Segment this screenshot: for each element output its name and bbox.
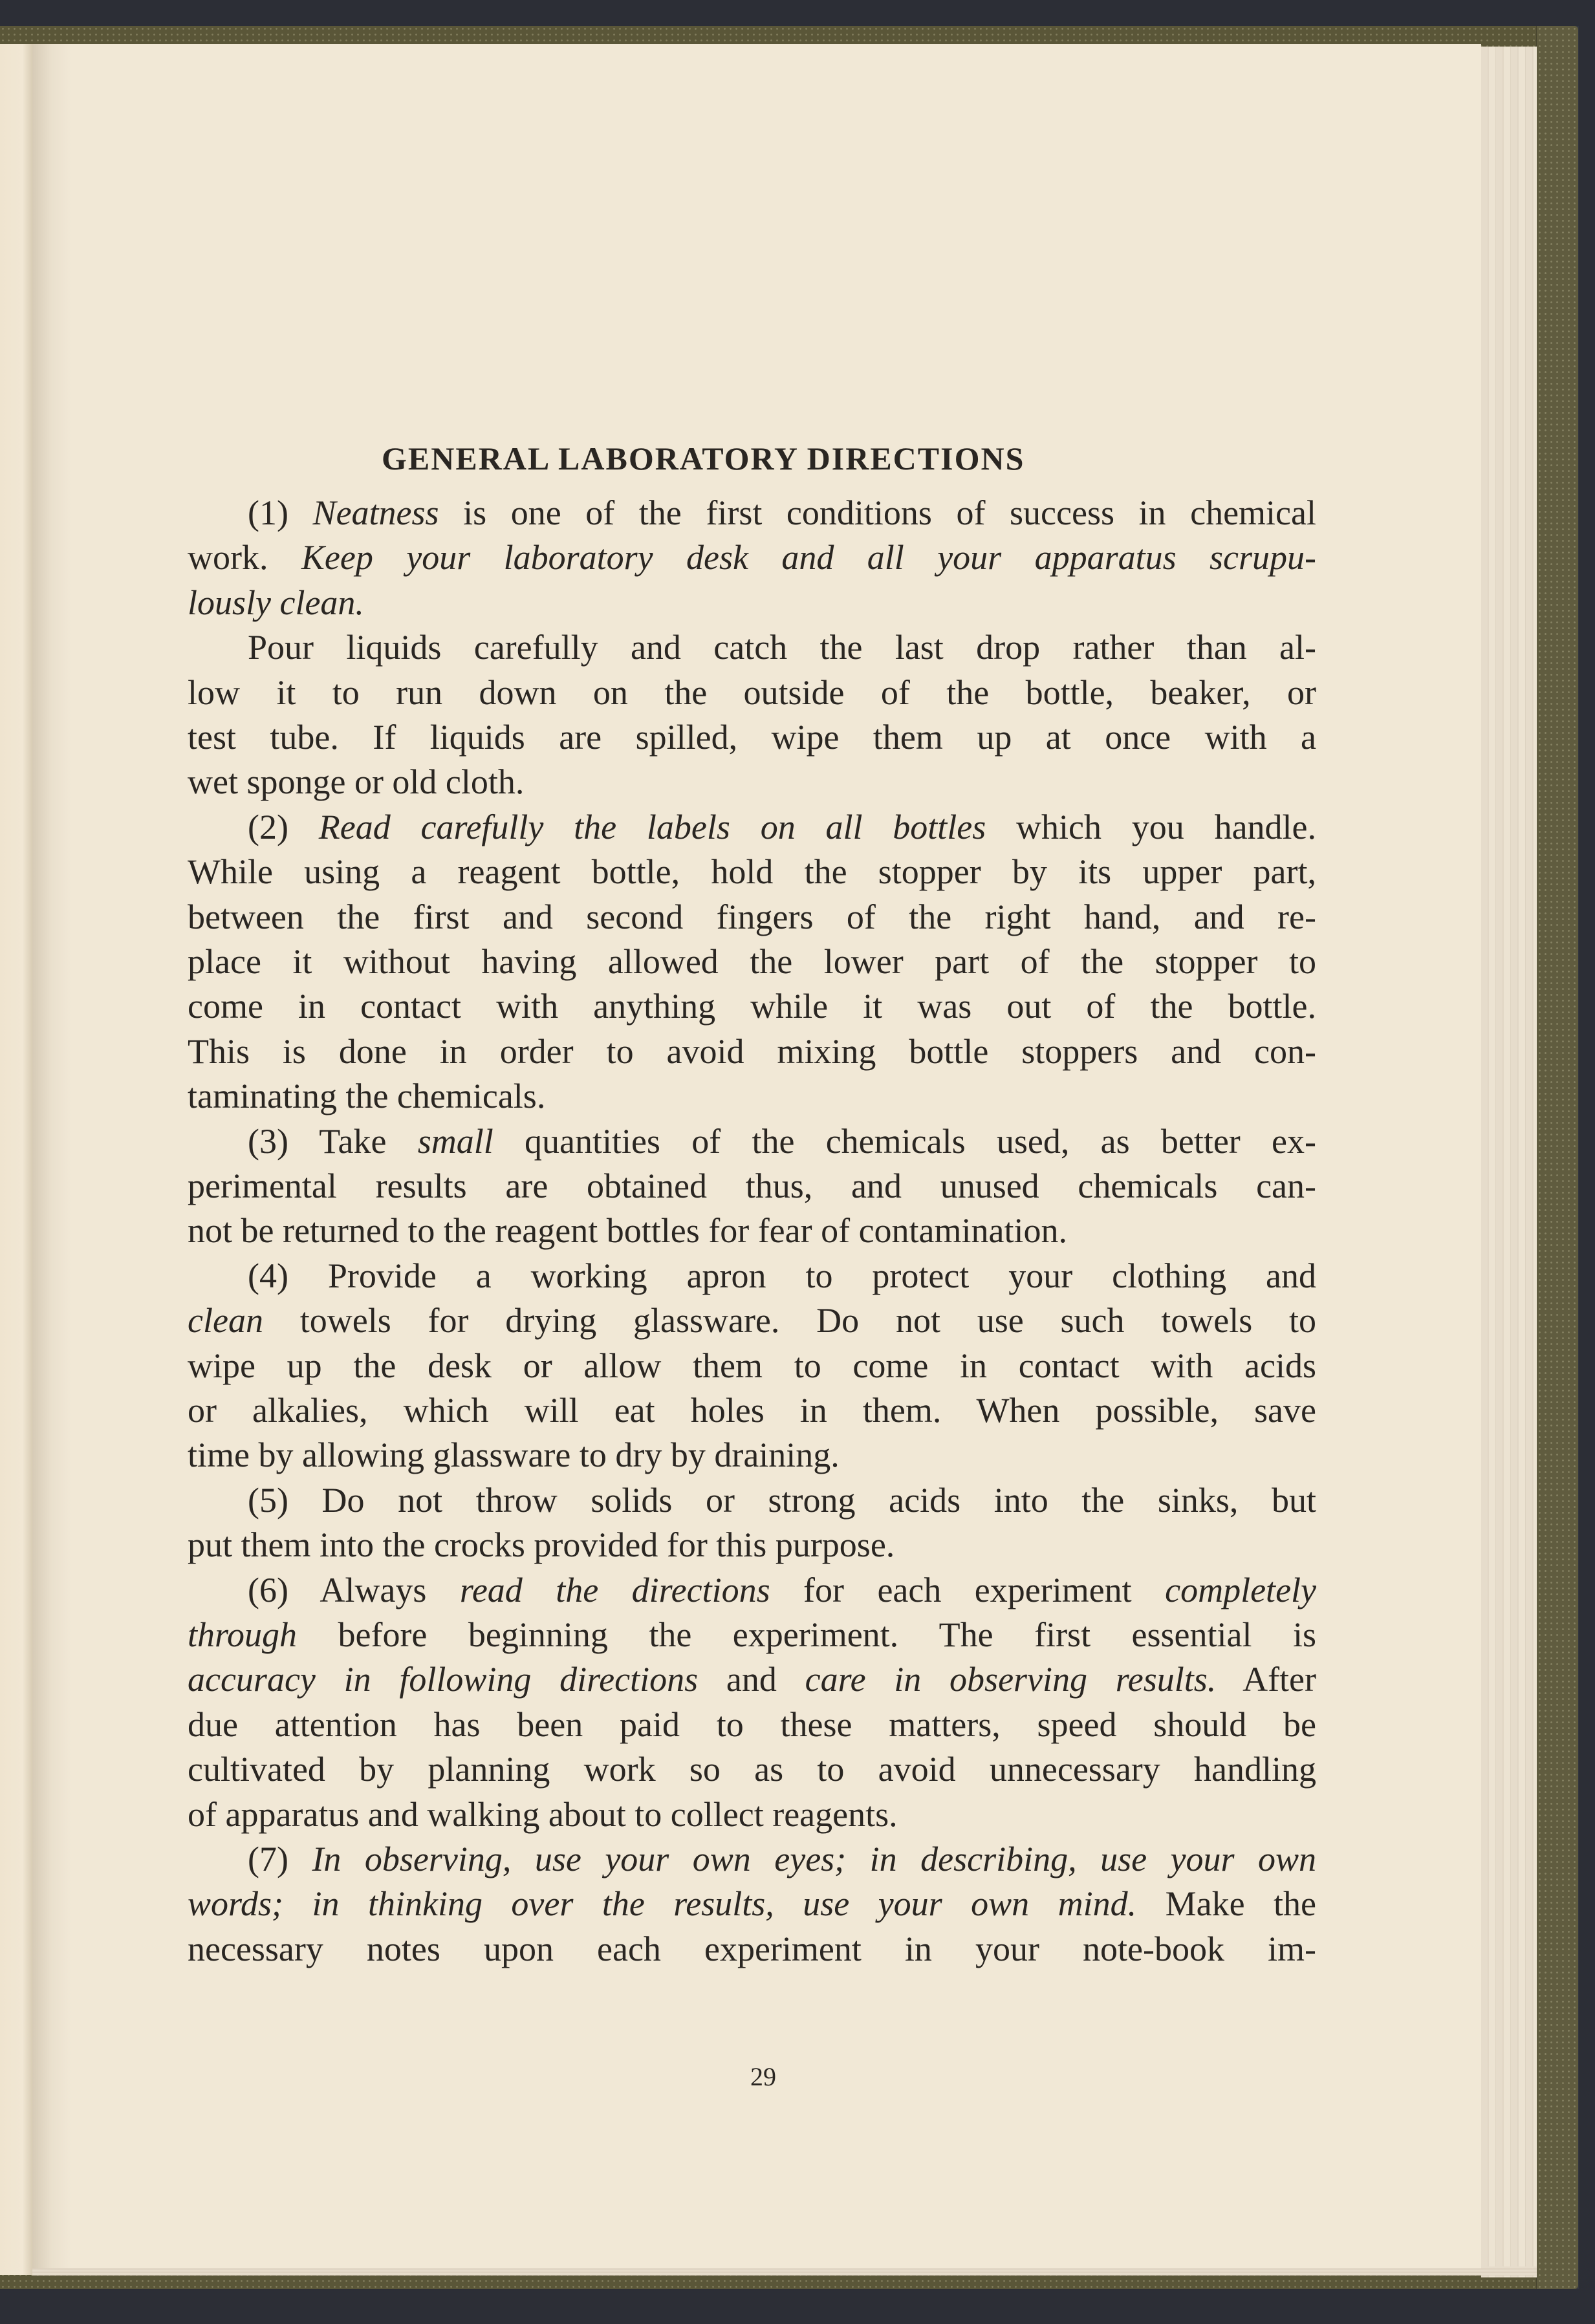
text-segment: (3) Take (248, 1121, 418, 1161)
text-segment: come in contact with anything while it was out of the bottle. (188, 987, 1316, 1026)
text-segment: (5) Do not throw solids or strong acids into the sinks, but (248, 1480, 1316, 1520)
page-heading: GENERAL LABORATORY DIRECTIONS (382, 440, 1025, 477)
text-line (188, 1208, 1316, 1253)
text-segment: This is done in order to avoid mixing bottle stoppers and con- (188, 1031, 1316, 1071)
italic-text: Neatness (312, 493, 439, 532)
text-segment: before beginning the experiment. The first essential is (297, 1615, 1316, 1654)
italic-text: through (188, 1615, 298, 1654)
text-line (188, 984, 1316, 1029)
text-line (188, 1792, 1316, 1837)
text-segment: and (698, 1660, 805, 1699)
text-segment: taminating the chemicals. (188, 1077, 546, 1116)
text-segment: cultivated by planning work so as to avoid unnecessary handling (188, 1750, 1316, 1789)
italic-text: In observing, use your own eyes; in describing, use your own (312, 1840, 1317, 1878)
text-segment: due attention has been paid to these matters, speed should be (188, 1705, 1316, 1744)
text-segment: (1) (248, 493, 313, 532)
text-segment: (2) (248, 807, 319, 846)
text-line (188, 1388, 1316, 1433)
text-line (188, 1432, 1316, 1478)
text-segment: which you handle. (986, 807, 1317, 846)
text-segment: place it without having allowed the lower part of the stopper to (188, 942, 1316, 981)
italic-text: completely (1165, 1570, 1317, 1609)
text-segment: put them into the crocks provided for this purpose. (188, 1525, 895, 1565)
text-segment: is one of the first conditions of success in chemical (439, 493, 1316, 532)
text-line (188, 1881, 1316, 1926)
text-line (248, 804, 1316, 850)
text-line (248, 1253, 1316, 1298)
text-line (188, 1029, 1316, 1074)
italic-text: words; in thinking over the results, use your own mind. (188, 1884, 1137, 1924)
text-line (188, 1073, 1316, 1119)
italic-text: clean (188, 1301, 263, 1340)
italic-text: small (417, 1121, 494, 1161)
italic-text: Read carefully the labels on all bottles (318, 807, 986, 846)
text-segment: work. (188, 538, 301, 577)
text-line (248, 1478, 1316, 1523)
text-line (248, 1836, 1316, 1882)
italic-text: accuracy in following directions (188, 1660, 699, 1699)
text-line (188, 580, 1316, 625)
text-segment: (4) Provide a working apron to protect your clothing and (248, 1256, 1316, 1295)
text-line (188, 849, 1316, 894)
text-segment: (7) (248, 1840, 312, 1878)
text-line (188, 939, 1316, 984)
italic-text: lously clean. (188, 583, 364, 622)
text-line (188, 535, 1316, 580)
text-segment: towels for drying glassware. Do not use such towels to (263, 1301, 1316, 1340)
text-line (248, 490, 1316, 535)
text-line (248, 625, 1316, 670)
text-segment: not be returned to the reagent bottles for fear of contamination. (188, 1211, 1067, 1251)
text-line (188, 1702, 1316, 1747)
text-line (188, 1612, 1316, 1657)
text-segment: While using a reagent bottle, hold the stopper by its upper part, (188, 852, 1316, 892)
book-cover-edge (1536, 26, 1579, 2289)
text-segment: wet sponge or old cloth. (188, 762, 525, 802)
italic-text: care in observing results. (805, 1660, 1217, 1699)
text-segment: perimental results are obtained thus, and unused chemicals can- (188, 1167, 1316, 1205)
text-line (188, 1298, 1316, 1343)
text-line (188, 1657, 1316, 1702)
text-segment: or alkalies, which will eat holes in them. When possible, save (188, 1391, 1316, 1430)
text-line (188, 1522, 1316, 1567)
text-line (188, 1926, 1316, 1972)
text-line (248, 1119, 1316, 1164)
text-line (188, 759, 1316, 804)
text-segment: test tube. If liquids are spilled, wipe them up at once with a (188, 718, 1316, 757)
text-segment: time by allowing glassware to dry by draining. (188, 1436, 840, 1475)
text-segment: necessary notes upon each experiment in your note-book im- (188, 1929, 1316, 1968)
text-line (188, 1163, 1316, 1209)
page-stack-edge (1481, 47, 1537, 2277)
previous-page-edge (0, 44, 32, 2275)
text-segment: (6) Always (248, 1570, 460, 1609)
text-segment: wipe up the desk or allow them to come in contact with acids (188, 1346, 1316, 1385)
text-line (188, 894, 1316, 940)
book-page (32, 44, 1481, 2268)
italic-text: read the directions (459, 1570, 770, 1609)
italic-text: Keep your laboratory desk and all your apparatus scrupu- (301, 538, 1317, 577)
text-line (188, 715, 1316, 760)
text-line (188, 1343, 1316, 1388)
text-line (248, 1567, 1316, 1613)
text-segment: After (1216, 1660, 1316, 1699)
text-line (188, 1747, 1316, 1792)
text-segment: for each experiment (770, 1570, 1166, 1609)
text-segment: low it to run down on the outside of the bottle, beaker, or (188, 672, 1316, 712)
page-number: 29 (750, 2062, 776, 2091)
text-segment: Make the (1136, 1884, 1316, 1924)
text-segment: of apparatus and walking about to collect reagents. (188, 1794, 898, 1834)
text-segment: Pour liquids carefully and catch the last drop rather than al- (248, 628, 1316, 667)
text-segment: quantities of the chemicals used, as better ex- (493, 1121, 1317, 1161)
text-line (188, 670, 1316, 715)
text-segment: between the first and second fingers of the right hand, and re- (188, 897, 1316, 936)
